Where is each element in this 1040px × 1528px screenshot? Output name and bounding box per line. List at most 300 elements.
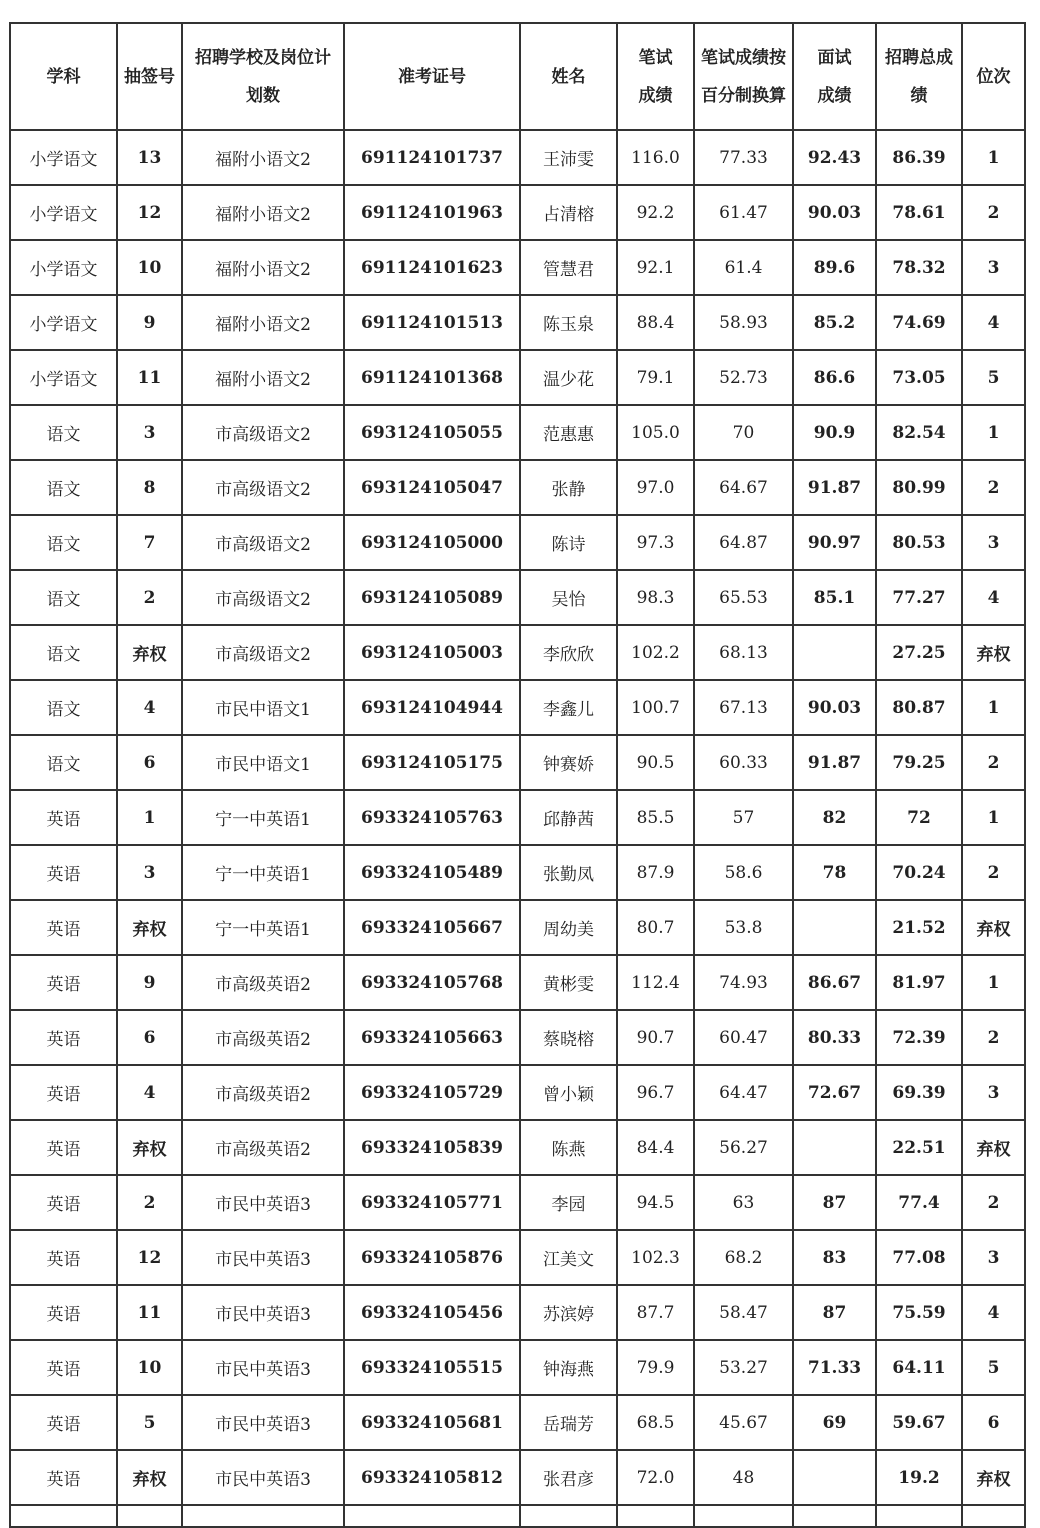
draw-number-cell: 3 (117, 405, 182, 460)
draw-number-cell: 5 (117, 1395, 182, 1450)
written-score-cell: 68.5 (617, 1395, 694, 1450)
header-text-line: 抽签号 (124, 66, 175, 87)
written-score-cell: 92.1 (617, 240, 694, 295)
subject-cell: 语文 (10, 625, 117, 680)
header-draw-number (117, 23, 182, 130)
draw-number-cell: 11 (117, 1285, 182, 1340)
exam-id-cell: 693324105763 (344, 790, 520, 845)
total-score-cell: 72.39 (876, 1010, 962, 1065)
subject-cell: 小学语文 (10, 350, 117, 405)
total-score-cell: 75.59 (876, 1285, 962, 1340)
written-score-cell: 105.0 (617, 405, 694, 460)
table-row (10, 1175, 1025, 1230)
written-converted-cell: 45.67 (694, 1395, 793, 1450)
draw-number-cell: 弃权 (117, 625, 182, 680)
name-cell: 温少花 (520, 350, 617, 405)
name-cell: 周幼美 (520, 900, 617, 955)
rank-cell: 3 (962, 1065, 1025, 1120)
written-converted-cell: 60.47 (694, 1010, 793, 1065)
exam-id-cell: 693124105175 (344, 735, 520, 790)
table-row (10, 735, 1025, 790)
exam-id-cell: 691124101737 (344, 130, 520, 185)
name-cell: 苏滨婷 (520, 1285, 617, 1340)
header-subject (10, 23, 117, 130)
written-score-cell: 80.7 (617, 900, 694, 955)
table-row (10, 1010, 1025, 1065)
interview-score-cell: 83 (793, 1230, 876, 1285)
name-cell: 陈燕 (520, 1120, 617, 1175)
name-cell: 蔡晓榕 (520, 1010, 617, 1065)
written-converted-cell: 60.33 (694, 735, 793, 790)
rank-cell: 2 (962, 1010, 1025, 1065)
total-score-cell: 78.32 (876, 240, 962, 295)
header-written-score (617, 23, 694, 130)
school-post-cell: 宁一中英语1 (182, 790, 344, 845)
exam-id-cell: 693324105812 (344, 1450, 520, 1505)
table-row (10, 130, 1025, 185)
school-post-cell: 福附小语文2 (182, 130, 344, 185)
table-row (10, 680, 1025, 735)
header-written-converted (694, 23, 793, 130)
header-total-score (876, 23, 962, 130)
empty-cell (876, 1505, 962, 1527)
name-cell: 吴怡 (520, 570, 617, 625)
subject-cell: 语文 (10, 570, 117, 625)
school-post-cell: 福附小语文2 (182, 185, 344, 240)
subject-cell: 英语 (10, 1450, 117, 1505)
total-score-cell: 77.08 (876, 1230, 962, 1285)
interview-score-cell: 86.67 (793, 955, 876, 1010)
written-score-cell: 87.9 (617, 845, 694, 900)
school-post-cell: 市高级英语2 (182, 1010, 344, 1065)
school-post-cell: 市高级英语2 (182, 1120, 344, 1175)
table-row (10, 1230, 1025, 1285)
draw-number-cell: 7 (117, 515, 182, 570)
header-text-line: 笔试 (638, 47, 673, 68)
total-score-cell: 21.52 (876, 900, 962, 955)
written-converted-cell: 68.2 (694, 1230, 793, 1285)
interview-score-cell: 85.1 (793, 570, 876, 625)
table-row (10, 1065, 1025, 1120)
exam-id-cell: 693324105768 (344, 955, 520, 1010)
exam-id-cell: 693124105047 (344, 460, 520, 515)
interview-score-cell (793, 1120, 876, 1175)
name-cell: 占清榕 (520, 185, 617, 240)
exam-id-cell: 693324105515 (344, 1340, 520, 1395)
empty-cell (617, 1505, 694, 1527)
draw-number-cell: 6 (117, 1010, 182, 1065)
exam-id-cell: 693324105681 (344, 1395, 520, 1450)
header-text-line: 百分制换算 (701, 85, 786, 106)
exam-id-cell: 693324105771 (344, 1175, 520, 1230)
exam-id-cell: 691124101963 (344, 185, 520, 240)
school-post-cell: 市高级英语2 (182, 955, 344, 1010)
interview-score-cell (793, 900, 876, 955)
total-score-cell: 74.69 (876, 295, 962, 350)
draw-number-cell: 12 (117, 1230, 182, 1285)
exam-id-cell: 693124105055 (344, 405, 520, 460)
written-converted-cell: 57 (694, 790, 793, 845)
total-score-cell: 77.4 (876, 1175, 962, 1230)
school-post-cell: 宁一中英语1 (182, 845, 344, 900)
table-body (10, 130, 1025, 1527)
header-text-line: 招聘学校及岗位计 (195, 47, 331, 68)
table-row (10, 790, 1025, 845)
name-cell: 钟赛娇 (520, 735, 617, 790)
written-converted-cell: 68.13 (694, 625, 793, 680)
total-score-cell: 80.87 (876, 680, 962, 735)
total-score-cell: 86.39 (876, 130, 962, 185)
school-post-cell: 市民中英语3 (182, 1175, 344, 1230)
interview-score-cell: 90.03 (793, 680, 876, 735)
school-post-cell: 市民中语文1 (182, 735, 344, 790)
school-post-cell: 市高级英语2 (182, 1065, 344, 1120)
written-score-cell: 96.7 (617, 1065, 694, 1120)
exam-id-cell: 691124101623 (344, 240, 520, 295)
exam-id-cell: 693324105663 (344, 1010, 520, 1065)
interview-score-cell: 85.2 (793, 295, 876, 350)
name-cell: 陈玉泉 (520, 295, 617, 350)
school-post-cell: 宁一中英语1 (182, 900, 344, 955)
subject-cell: 英语 (10, 1175, 117, 1230)
written-score-cell: 98.3 (617, 570, 694, 625)
draw-number-cell: 12 (117, 185, 182, 240)
draw-number-cell: 6 (117, 735, 182, 790)
exam-id-cell: 693124105089 (344, 570, 520, 625)
subject-cell: 英语 (10, 845, 117, 900)
draw-number-cell: 11 (117, 350, 182, 405)
table-row (10, 515, 1025, 570)
table-row (10, 185, 1025, 240)
rank-cell: 1 (962, 405, 1025, 460)
draw-number-cell: 1 (117, 790, 182, 845)
header-text-line: 面试 (817, 47, 852, 68)
subject-cell: 小学语文 (10, 295, 117, 350)
rank-cell: 1 (962, 955, 1025, 1010)
written-score-cell: 92.2 (617, 185, 694, 240)
interview-score-cell: 87 (793, 1175, 876, 1230)
written-score-cell: 87.7 (617, 1285, 694, 1340)
header-text-line: 划数 (246, 85, 280, 106)
subject-cell: 英语 (10, 900, 117, 955)
header-name (520, 23, 617, 130)
table-row (10, 570, 1025, 625)
name-cell: 曾小颖 (520, 1065, 617, 1120)
name-cell: 李欣欣 (520, 625, 617, 680)
subject-cell: 小学语文 (10, 130, 117, 185)
empty-cell (10, 1505, 117, 1527)
rank-cell: 弃权 (962, 900, 1025, 955)
name-cell: 范惠惠 (520, 405, 617, 460)
total-score-cell: 70.24 (876, 845, 962, 900)
school-post-cell: 市民中英语3 (182, 1450, 344, 1505)
interview-score-cell (793, 625, 876, 680)
table-row (10, 460, 1025, 515)
school-post-cell: 市民中英语3 (182, 1395, 344, 1450)
written-score-cell: 90.5 (617, 735, 694, 790)
draw-number-cell: 13 (117, 130, 182, 185)
written-converted-cell: 64.67 (694, 460, 793, 515)
subject-cell: 语文 (10, 680, 117, 735)
school-post-cell: 市民中英语3 (182, 1340, 344, 1395)
rank-cell: 弃权 (962, 1450, 1025, 1505)
interview-score-cell (793, 1450, 876, 1505)
header-text-line: 成绩 (817, 85, 852, 106)
written-score-cell: 90.7 (617, 1010, 694, 1065)
interview-score-cell: 71.33 (793, 1340, 876, 1395)
header-text-line: 准考证号 (398, 66, 466, 87)
total-score-cell: 72 (876, 790, 962, 845)
exam-id-cell: 693324105729 (344, 1065, 520, 1120)
school-post-cell: 福附小语文2 (182, 350, 344, 405)
total-score-cell: 27.25 (876, 625, 962, 680)
name-cell: 陈诗 (520, 515, 617, 570)
draw-number-cell: 弃权 (117, 1120, 182, 1175)
interview-score-cell: 82 (793, 790, 876, 845)
total-score-cell: 82.54 (876, 405, 962, 460)
rank-cell: 1 (962, 130, 1025, 185)
header-interview-score (793, 23, 876, 130)
table-row (10, 1395, 1025, 1450)
written-converted-cell: 58.47 (694, 1285, 793, 1340)
header-text-line: 学科 (46, 66, 81, 87)
school-post-cell: 市高级语文2 (182, 460, 344, 515)
rank-cell: 3 (962, 240, 1025, 295)
draw-number-cell: 弃权 (117, 1450, 182, 1505)
subject-cell: 语文 (10, 515, 117, 570)
written-converted-cell: 61.47 (694, 185, 793, 240)
school-post-cell: 市高级语文2 (182, 405, 344, 460)
name-cell: 管慧君 (520, 240, 617, 295)
rank-cell: 4 (962, 1285, 1025, 1340)
table-row (10, 1450, 1025, 1505)
written-converted-cell: 56.27 (694, 1120, 793, 1175)
name-cell: 张静 (520, 460, 617, 515)
draw-number-cell: 10 (117, 1340, 182, 1395)
exam-id-cell: 691124101513 (344, 295, 520, 350)
total-score-cell: 79.25 (876, 735, 962, 790)
table-row (10, 350, 1025, 405)
name-cell: 张勤凤 (520, 845, 617, 900)
school-post-cell: 市高级语文2 (182, 515, 344, 570)
written-score-cell: 97.3 (617, 515, 694, 570)
rank-cell: 2 (962, 460, 1025, 515)
subject-cell: 英语 (10, 1340, 117, 1395)
school-post-cell: 市民中语文1 (182, 680, 344, 735)
school-post-cell: 市民中英语3 (182, 1230, 344, 1285)
table-row (10, 625, 1025, 680)
written-score-cell: 79.9 (617, 1340, 694, 1395)
total-score-cell: 64.11 (876, 1340, 962, 1395)
written-converted-cell: 58.93 (694, 295, 793, 350)
header-school-post (182, 23, 344, 130)
total-score-cell: 78.61 (876, 185, 962, 240)
interview-score-cell: 69 (793, 1395, 876, 1450)
table-row (10, 955, 1025, 1010)
table-row (10, 295, 1025, 350)
header-text-line: 招聘总成 (885, 47, 953, 68)
written-converted-cell: 67.13 (694, 680, 793, 735)
interview-score-cell: 91.87 (793, 460, 876, 515)
name-cell: 黄彬雯 (520, 955, 617, 1010)
written-converted-cell: 64.47 (694, 1065, 793, 1120)
total-score-cell: 22.51 (876, 1120, 962, 1175)
written-score-cell: 102.2 (617, 625, 694, 680)
empty-cell (182, 1505, 344, 1527)
written-converted-cell: 65.53 (694, 570, 793, 625)
empty-cell (694, 1505, 793, 1527)
empty-cell (520, 1505, 617, 1527)
interview-score-cell: 90.03 (793, 185, 876, 240)
draw-number-cell: 4 (117, 680, 182, 735)
rank-cell: 4 (962, 295, 1025, 350)
subject-cell: 英语 (10, 1065, 117, 1120)
header-exam-id (344, 23, 520, 130)
header-text-line: 绩 (910, 85, 928, 106)
written-score-cell: 116.0 (617, 130, 694, 185)
interview-score-cell: 90.9 (793, 405, 876, 460)
exam-id-cell: 693324105839 (344, 1120, 520, 1175)
rank-cell: 4 (962, 570, 1025, 625)
draw-number-cell: 8 (117, 460, 182, 515)
total-score-cell: 19.2 (876, 1450, 962, 1505)
school-post-cell: 市高级语文2 (182, 625, 344, 680)
rank-cell: 2 (962, 185, 1025, 240)
rank-cell: 3 (962, 515, 1025, 570)
empty-cell (793, 1505, 876, 1527)
school-post-cell: 福附小语文2 (182, 240, 344, 295)
written-score-cell: 79.1 (617, 350, 694, 405)
name-cell: 张君彦 (520, 1450, 617, 1505)
subject-cell: 英语 (10, 790, 117, 845)
subject-cell: 小学语文 (10, 185, 117, 240)
total-score-cell: 77.27 (876, 570, 962, 625)
total-score-cell: 80.99 (876, 460, 962, 515)
exam-id-cell: 693324105667 (344, 900, 520, 955)
exam-id-cell: 693324105489 (344, 845, 520, 900)
total-score-cell: 73.05 (876, 350, 962, 405)
written-converted-cell: 77.33 (694, 130, 793, 185)
rank-cell: 5 (962, 1340, 1025, 1395)
exam-id-cell: 693324105876 (344, 1230, 520, 1285)
written-converted-cell: 58.6 (694, 845, 793, 900)
written-converted-cell: 64.87 (694, 515, 793, 570)
school-post-cell: 福附小语文2 (182, 295, 344, 350)
subject-cell: 英语 (10, 1230, 117, 1285)
written-converted-cell: 48 (694, 1450, 793, 1505)
rank-cell: 1 (962, 790, 1025, 845)
rank-cell: 2 (962, 1175, 1025, 1230)
draw-number-cell: 9 (117, 955, 182, 1010)
name-cell: 钟海燕 (520, 1340, 617, 1395)
interview-score-cell: 90.97 (793, 515, 876, 570)
subject-cell: 语文 (10, 405, 117, 460)
empty-cell (344, 1505, 520, 1527)
empty-cell (117, 1505, 182, 1527)
header-rank (962, 23, 1025, 130)
exam-id-cell: 691124101368 (344, 350, 520, 405)
draw-number-cell: 2 (117, 1175, 182, 1230)
header-row (10, 23, 1025, 130)
interview-score-cell: 80.33 (793, 1010, 876, 1065)
subject-cell: 小学语文 (10, 240, 117, 295)
table-row (10, 1120, 1025, 1175)
total-score-cell: 69.39 (876, 1065, 962, 1120)
table-row (10, 405, 1025, 460)
rank-cell: 2 (962, 845, 1025, 900)
total-score-cell: 59.67 (876, 1395, 962, 1450)
name-cell: 邱静茜 (520, 790, 617, 845)
draw-number-cell: 2 (117, 570, 182, 625)
draw-number-cell: 弃权 (117, 900, 182, 955)
subject-cell: 英语 (10, 1395, 117, 1450)
subject-cell: 英语 (10, 1120, 117, 1175)
written-score-cell: 100.7 (617, 680, 694, 735)
name-cell: 李园 (520, 1175, 617, 1230)
interview-score-cell: 92.43 (793, 130, 876, 185)
subject-cell: 英语 (10, 955, 117, 1010)
draw-number-cell: 10 (117, 240, 182, 295)
written-converted-cell: 52.73 (694, 350, 793, 405)
written-score-cell: 112.4 (617, 955, 694, 1010)
written-score-cell: 88.4 (617, 295, 694, 350)
subject-cell: 语文 (10, 460, 117, 515)
school-post-cell: 市民中英语3 (182, 1285, 344, 1340)
written-score-cell: 84.4 (617, 1120, 694, 1175)
exam-id-cell: 693124105003 (344, 625, 520, 680)
results-table (9, 22, 1026, 1528)
interview-score-cell: 87 (793, 1285, 876, 1340)
header-text-line: 笔试成绩按 (701, 47, 786, 68)
interview-score-cell: 78 (793, 845, 876, 900)
draw-number-cell: 3 (117, 845, 182, 900)
school-post-cell: 市高级语文2 (182, 570, 344, 625)
total-score-cell: 80.53 (876, 515, 962, 570)
table-row (10, 240, 1025, 295)
total-score-cell: 81.97 (876, 955, 962, 1010)
name-cell: 李鑫儿 (520, 680, 617, 735)
table-row (10, 1340, 1025, 1395)
rank-cell: 2 (962, 735, 1025, 790)
written-converted-cell: 53.27 (694, 1340, 793, 1395)
results-sheet (9, 22, 1024, 1528)
written-score-cell: 97.0 (617, 460, 694, 515)
written-score-cell: 85.5 (617, 790, 694, 845)
interview-score-cell: 72.67 (793, 1065, 876, 1120)
written-converted-cell: 63 (694, 1175, 793, 1230)
rank-cell: 3 (962, 1230, 1025, 1285)
header-text-line: 姓名 (551, 66, 586, 87)
table-row (10, 1285, 1025, 1340)
subject-cell: 英语 (10, 1285, 117, 1340)
rank-cell: 1 (962, 680, 1025, 735)
written-converted-cell: 61.4 (694, 240, 793, 295)
written-score-cell: 102.3 (617, 1230, 694, 1285)
rank-cell: 弃权 (962, 625, 1025, 680)
draw-number-cell: 4 (117, 1065, 182, 1120)
name-cell: 岳瑞芳 (520, 1395, 617, 1450)
empty-cell (962, 1505, 1025, 1527)
interview-score-cell: 91.87 (793, 735, 876, 790)
written-score-cell: 72.0 (617, 1450, 694, 1505)
header-text-line: 位次 (976, 66, 1011, 87)
exam-id-cell: 693324105456 (344, 1285, 520, 1340)
written-converted-cell: 53.8 (694, 900, 793, 955)
exam-id-cell: 693124105000 (344, 515, 520, 570)
header-text-line: 成绩 (638, 85, 673, 106)
written-converted-cell: 74.93 (694, 955, 793, 1010)
table-row-partial (10, 1505, 1025, 1527)
